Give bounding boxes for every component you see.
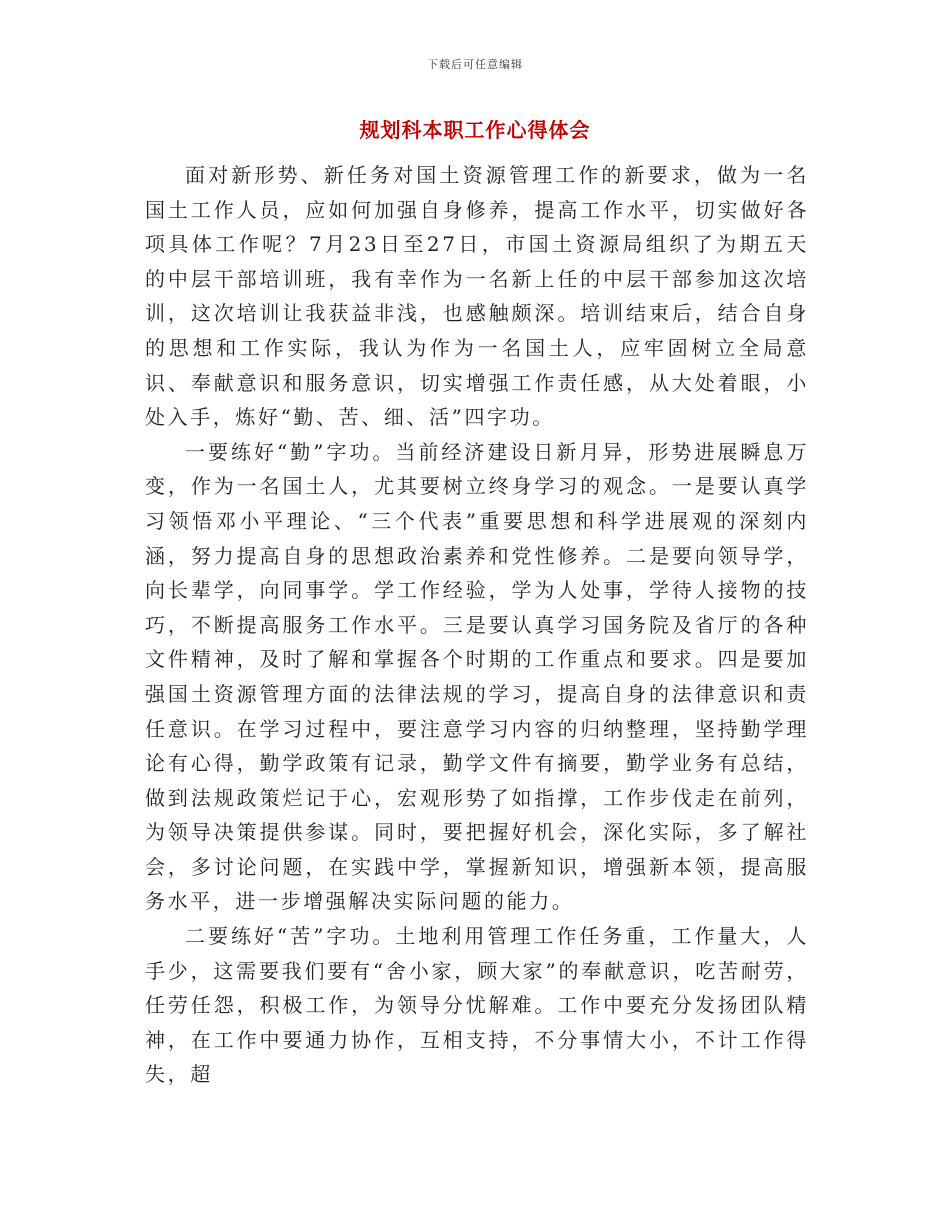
paragraph-intro: 面对新形势、新任务对国土资源管理工作的新要求，做为一名国土工作人员，应如何加强自身修养，提高工作水平，切实做好各项具体工作呢？7月23日至27日，市国土资源局组织了为期五天的中层干部培训班，我有幸作为一名新上任的中层干部参加这次培训，这次培训让我获益非浅，也感触颇深。培训结束后，结合自身的思想和工作实际，我认为作为一名国土人，应牢固树立全局意识、奉献意识和服务意识，切实增强工作责任感，从大处着眼，小处入手，炼好“勤、苦、细、活”四字功。 — [145, 163, 809, 430]
paragraph-ku: 二要练好“苦”字功。土地利用管理工作任务重，工作量大，人手少，这需要我们要有“舍小家，顾大家”的奉献意识，吃苦耐劳，任劳任怨，积极工作，为领导分忧解难。工作中要充分发扬团队精神，在工作中要通力协作，互相支持，不分事情大小，不计工作得失，超 — [145, 924, 809, 1087]
document-body — [145, 158, 809, 1092]
paragraph-qin: 一要练好“勤”字功。当前经济建设日新月异，形势进展瞬息万变，作为一名国土人，尤其要树立终身学习的观念。一是要认真学习领悟邓小平理论、“三个代表”重要思想和科学进展观的深刻内涵，努力提高自身的思想政治素养和党性修养。二是要向领导学，向长辈学，向同事学。学工作经验，学为人处事，学待人接物的技巧，不断提高服务工作水平。三是要认真学习国务院及省厅的各种文件精神，及时了解和掌握各个时期的工作重点和要求。四是要加强国土资源管理方面的法律法规的学习，提高自身的法律意识和责任意识。在学习过程中，要注意学习内容的归纳整理，坚持勤学理论有心得，勤学政策有记录，勤学文件有摘要，勤学业务有总结，做到法规政策烂记于心，宏观形势了如指撑，工作步伐走在前列，为领导决策提供参谋。同时，要把握好机会，深化实际，多了解社会，多讨论问题，在实践中学，掌握新知识，增强新本领，提高服务水平，进一步增强解决实际问题的能力。 — [145, 439, 809, 914]
document-title: 规划科本职工作心得体会 — [359, 118, 591, 142]
page-header-note: 下载后可任意编辑 — [427, 58, 523, 71]
